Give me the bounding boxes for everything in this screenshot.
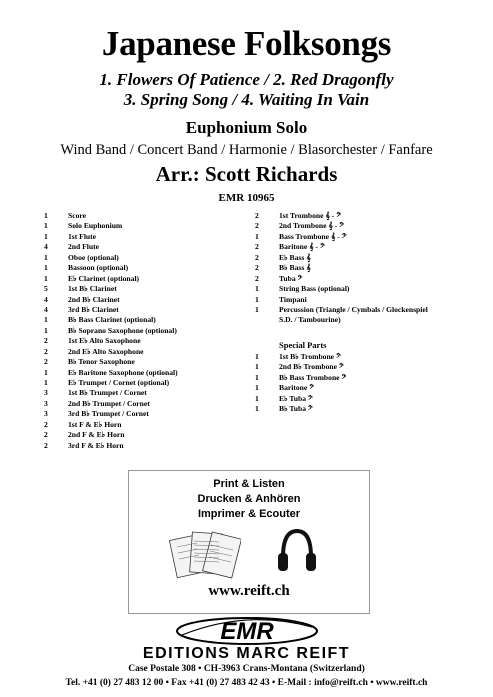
subtitle-line-1: 1. Flowers Of Patience / 2. Red Dragonfly <box>99 70 394 89</box>
part-row <box>44 409 244 419</box>
part-name: Bass Trombone 𝄞 - 𝄢 <box>279 231 347 241</box>
part-name: 2nd B♭ Trumpet / Cornet <box>68 398 150 408</box>
parts-list-right <box>255 211 465 414</box>
part-name: 1st B♭ Trombone 𝄢 <box>279 351 341 361</box>
solo-instrument: Euphonium Solo <box>185 118 308 137</box>
part-row <box>255 305 465 315</box>
part-name: Timpani <box>279 294 307 304</box>
part-quantity: 4 <box>44 304 48 314</box>
part-quantity: 1 <box>255 351 259 361</box>
part-quantity: 2 <box>44 440 48 450</box>
part-quantity: 2 <box>44 357 48 367</box>
part-name: B♭ Tenor Saxophone <box>68 357 135 367</box>
part-row <box>44 326 244 336</box>
part-row <box>44 357 244 367</box>
part-quantity: 1 <box>255 362 259 372</box>
part-quantity: 2 <box>255 263 259 273</box>
part-quantity: 1 <box>44 252 48 262</box>
part-row <box>44 274 244 284</box>
part-name: 2nd Flute <box>68 242 100 252</box>
website-link[interactable]: www.reift.ch <box>208 583 290 599</box>
part-quantity: 2 <box>255 273 259 283</box>
part-row <box>255 221 465 231</box>
part-name: B♭ Tuba 𝄢 <box>279 404 313 413</box>
part-name: 1st B♭ Trumpet / Cornet <box>68 388 147 398</box>
part-name: 3rd B♭ Trumpet / Cornet <box>68 409 149 419</box>
part-row <box>255 315 465 325</box>
part-row <box>44 242 244 252</box>
publisher-name: EDITIONS MARC REIFT <box>142 645 351 662</box>
part-name: Score <box>68 211 86 220</box>
part-name: Percussion (Triangle / Cymbals / Glockenspiel <box>279 304 428 314</box>
special-part-row <box>255 383 465 393</box>
part-name: Solo Euphonium <box>68 221 123 231</box>
part-name: E♭ Trumpet / Cornet (optional) <box>68 378 170 387</box>
part-row <box>44 420 244 430</box>
part-quantity: 1 <box>255 383 259 393</box>
part-quantity: 2 <box>255 252 259 262</box>
special-parts-heading: Special Parts <box>279 339 327 350</box>
part-name: 1st Trombone 𝄞 - 𝄢 <box>279 211 342 220</box>
part-name: B♭ Bass Clarinet (optional) <box>68 315 156 325</box>
part-name: 1st F & E♭ Horn <box>68 419 122 429</box>
part-quantity: 1 <box>44 221 48 231</box>
part-quantity: 1 <box>44 231 48 241</box>
part-name: E♭ Baritone Saxophone (optional) <box>68 367 178 377</box>
sheet-music-icon <box>169 527 241 579</box>
part-name: Baritone 𝄞 - 𝄢 <box>279 242 325 252</box>
part-quantity: 3 <box>44 398 48 408</box>
part-name: B♭ Bass Trombone 𝄢 <box>279 372 347 382</box>
part-name: E♭ Bass 𝄞 <box>279 252 311 262</box>
part-row <box>255 211 465 221</box>
part-name: 2nd B♭ Clarinet <box>68 294 120 304</box>
part-row <box>255 295 465 305</box>
part-row <box>255 253 465 263</box>
part-row <box>44 315 244 325</box>
part-name: 2nd E♭ Alto Saxophone <box>68 346 144 356</box>
emr-logo <box>172 613 322 647</box>
part-name: E♭ Tuba 𝄢 <box>279 393 313 403</box>
part-row <box>44 336 244 346</box>
parts-list-left <box>44 211 244 451</box>
part-quantity: 2 <box>44 346 48 356</box>
part-quantity: 2 <box>255 211 259 220</box>
part-quantity: 2 <box>255 242 259 252</box>
part-row <box>44 399 244 409</box>
part-quantity: 2 <box>44 419 48 429</box>
part-quantity: 5 <box>44 284 48 294</box>
part-quantity: 1 <box>44 273 48 283</box>
part-quantity: 1 <box>44 315 48 325</box>
part-row <box>44 295 244 305</box>
part-name: B♭ Soprano Saxophone (optional) <box>68 325 177 335</box>
part-name: String Bass (optional) <box>279 284 350 294</box>
part-name: 3rd F & E♭ Horn <box>68 440 124 450</box>
part-quantity: 1 <box>44 325 48 335</box>
part-quantity: 1 <box>44 263 48 273</box>
part-row <box>255 274 465 284</box>
print-listen-box[interactable] <box>128 470 370 614</box>
promo-line-3: Imprimer & Ecouter <box>197 508 301 520</box>
promo-line-2: Drucken & Anhören <box>197 493 301 505</box>
part-name: 2nd F & E♭ Horn <box>68 430 125 440</box>
catalog-number: EMR 10965 <box>218 192 275 204</box>
special-part-row <box>255 373 465 383</box>
part-row <box>44 305 244 315</box>
part-quantity: 1 <box>255 294 259 304</box>
part-name: Bassoon (optional) <box>68 263 129 273</box>
part-quantity: 1 <box>255 404 259 413</box>
promo-line-1: Print & Listen <box>213 478 285 490</box>
part-quantity: 4 <box>44 242 48 252</box>
part-quantity: 1 <box>255 304 259 314</box>
special-part-row <box>255 404 465 414</box>
special-part-row <box>255 394 465 404</box>
part-name: 1st Flute <box>68 231 97 241</box>
headphones-icon <box>275 527 319 577</box>
part-row <box>44 232 244 242</box>
part-row <box>44 253 244 263</box>
special-part-row <box>255 352 465 362</box>
part-row <box>44 368 244 378</box>
part-quantity: 1 <box>255 372 259 382</box>
ensemble-list: Wind Band / Concert Band / Harmonie / Blasorchester / Fanfare <box>60 142 433 158</box>
part-name: Oboe (optional) <box>68 252 119 262</box>
part-quantity: 1 <box>255 284 259 294</box>
part-quantity: 1 <box>255 231 259 241</box>
part-row <box>44 378 244 388</box>
part-row <box>44 441 244 451</box>
special-part-row <box>255 362 465 372</box>
part-row <box>44 221 244 231</box>
publisher-address: Case Postale 308 • CH-3963 Crans-Montana (Switzerland) <box>128 664 365 674</box>
publisher-contact: Tel. +41 (0) 27 483 12 00 • Fax +41 (0) 27 483 42 43 • E-Mail : info@reift.ch • www.reift.ch <box>65 678 428 688</box>
part-quantity: 1 <box>44 378 48 387</box>
part-row <box>44 263 244 273</box>
part-row <box>44 284 244 294</box>
arranger: Arr.: Scott Richards <box>155 162 338 186</box>
part-row <box>255 232 465 242</box>
part-quantity: 1 <box>44 367 48 377</box>
part-quantity: 1 <box>255 393 259 403</box>
part-name: S.D. / Tambourine) <box>279 315 341 325</box>
part-name: 1st E♭ Alto Saxophone <box>68 336 141 346</box>
part-quantity: 2 <box>255 221 259 231</box>
part-quantity: 3 <box>44 409 48 419</box>
part-row <box>255 263 465 273</box>
part-row <box>255 242 465 252</box>
subtitle-line-2: 3. Spring Song / 4. Waiting In Vain <box>123 90 370 109</box>
part-quantity: 4 <box>44 294 48 304</box>
part-name: Tuba 𝄢 <box>279 273 303 283</box>
part-row <box>255 284 465 294</box>
part-row <box>44 388 244 398</box>
page-title: Japanese Folksongs <box>101 24 392 63</box>
part-name: B♭ Bass 𝄞 <box>279 263 311 273</box>
part-name: Baritone 𝄢 <box>279 383 315 393</box>
part-row <box>44 347 244 357</box>
part-name: E♭ Clarinet (optional) <box>68 273 140 283</box>
part-name: 2nd Trombone 𝄞 - 𝄢 <box>279 221 345 231</box>
part-quantity: 3 <box>44 388 48 398</box>
part-quantity: 1 <box>44 211 48 220</box>
part-name: 3rd B♭ Clarinet <box>68 304 119 314</box>
part-name: 2nd B♭ Trombone 𝄢 <box>279 362 344 372</box>
part-row <box>44 430 244 440</box>
part-name: 1st B♭ Clarinet <box>68 284 117 294</box>
part-quantity: 2 <box>44 430 48 440</box>
part-quantity: 2 <box>44 336 48 346</box>
part-row <box>44 211 244 221</box>
logo-text: EMR <box>220 618 274 645</box>
